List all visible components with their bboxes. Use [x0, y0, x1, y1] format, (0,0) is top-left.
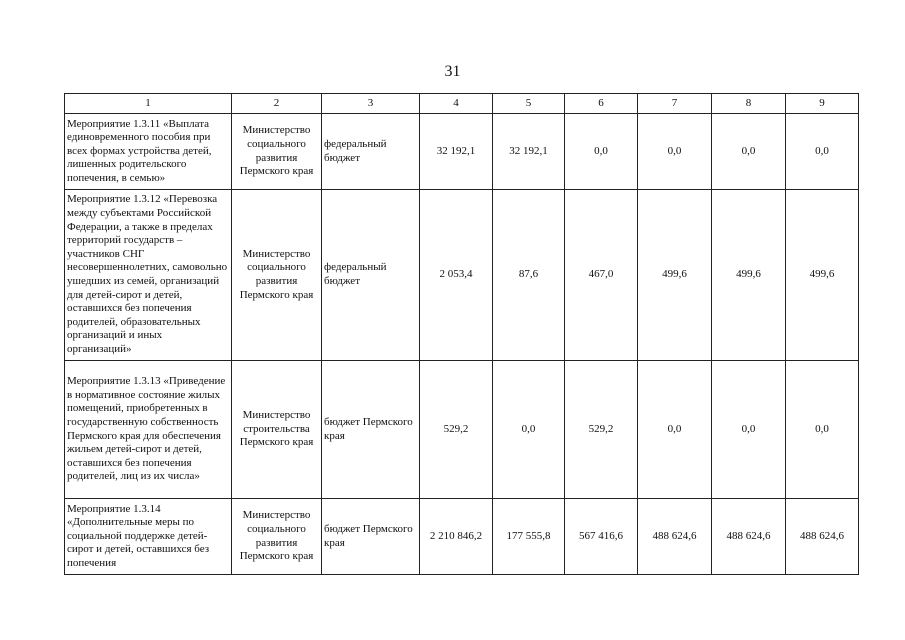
value-cell-col8: 0,0 [712, 361, 786, 499]
activity-cell: Мероприятие 1.3.12 «Перевозка между субъектами Российской Федерации, а также в пределах территорий государств – участников СНГ несовершеннолетних, самовольно ушедших из семей, организаций для детей-сирот и детей, оставшихся без попечения родителей, образовательных организаций и иных организаций» [65, 190, 232, 361]
column-header-9: 9 [786, 94, 859, 114]
value-cell-col7: 488 624,6 [638, 499, 712, 575]
value-cell-col5: 177 555,8 [493, 499, 565, 575]
value-cell-col6: 529,2 [565, 361, 638, 499]
responsible-cell: Министерство социального развития Пермского края [232, 499, 322, 575]
responsible-cell: Министерство социального развития Пермского края [232, 114, 322, 190]
value-cell-col8: 488 624,6 [712, 499, 786, 575]
column-header-2: 2 [232, 94, 322, 114]
column-header-6: 6 [565, 94, 638, 114]
table-row [65, 499, 859, 575]
value-cell-total: 2 053,4 [420, 190, 493, 361]
value-cell-col7: 0,0 [638, 361, 712, 499]
table-row [65, 190, 859, 361]
table-row [65, 114, 859, 190]
column-header-3: 3 [322, 94, 420, 114]
value-cell-col6: 0,0 [565, 114, 638, 190]
value-cell-col6: 467,0 [565, 190, 638, 361]
value-cell-col6: 567 416,6 [565, 499, 638, 575]
responsible-cell: Министерство строительства Пермского края [232, 361, 322, 499]
value-cell-total: 529,2 [420, 361, 493, 499]
funding-source-cell: бюджет Пермского края [322, 499, 420, 575]
value-cell-col9: 488 624,6 [786, 499, 859, 575]
value-cell-col7: 0,0 [638, 114, 712, 190]
value-cell-col5: 87,6 [493, 190, 565, 361]
column-header-4: 4 [420, 94, 493, 114]
column-header-7: 7 [638, 94, 712, 114]
value-cell-total: 2 210 846,2 [420, 499, 493, 575]
page-number: 31 [444, 63, 461, 80]
responsible-cell: Министерство социального развития Пермского края [232, 190, 322, 361]
column-header-1: 1 [65, 94, 232, 114]
column-header-5: 5 [493, 94, 565, 114]
value-cell-col9: 0,0 [786, 361, 859, 499]
value-cell-col5: 32 192,1 [493, 114, 565, 190]
value-cell-col8: 499,6 [712, 190, 786, 361]
funding-source-cell: федеральный бюджет [322, 114, 420, 190]
value-cell-total: 32 192,1 [420, 114, 493, 190]
value-cell-col9: 499,6 [786, 190, 859, 361]
activity-cell: Мероприятие 1.3.13 «Приведение в нормативное состояние жилых помещений, приобретенных в государственную собственность Пермского края для обеспечения жильем детей-сирот и детей, оставшихся без попечения родителей, лиц из их числа» [65, 361, 232, 499]
budget-table [64, 93, 859, 575]
value-cell-col8: 0,0 [712, 114, 786, 190]
activity-cell: Мероприятие 1.3.14 «Дополнительные меры по социальной поддержке детей-сирот и детей, оставшихся без попечения [65, 499, 232, 575]
value-cell-col9: 0,0 [786, 114, 859, 190]
funding-source-cell: бюджет Пермского края [322, 361, 420, 499]
table-header-row [65, 94, 859, 114]
table-row [65, 361, 859, 499]
value-cell-col7: 499,6 [638, 190, 712, 361]
activity-cell: Мероприятие 1.3.11 «Выплата единовременного пособия при всех формах устройства детей, лишенных родительского попечения, в семью» [65, 114, 232, 190]
column-header-8: 8 [712, 94, 786, 114]
funding-source-cell: федеральный бюджет [322, 190, 420, 361]
value-cell-col5: 0,0 [493, 361, 565, 499]
